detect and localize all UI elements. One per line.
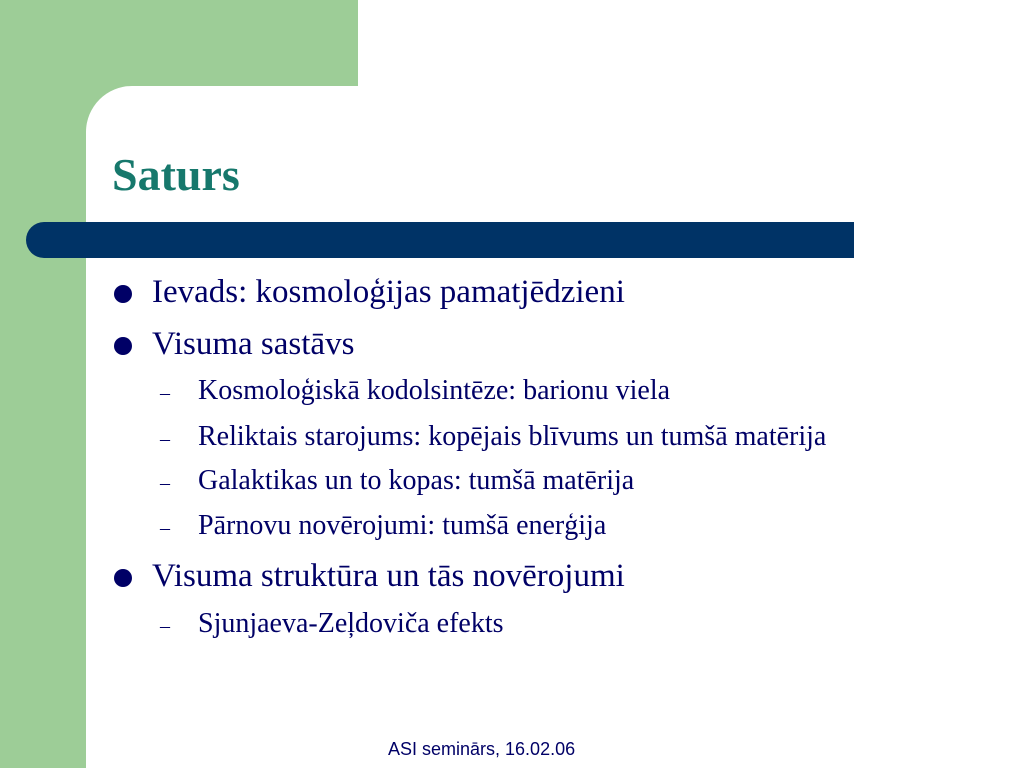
slide-title: Saturs <box>112 149 240 200</box>
dash-icon: – <box>160 517 170 539</box>
sub-bullet-text: Reliktais starojums: kopējais blīvums un tumšā matērija <box>198 421 827 452</box>
sub-bullet-text: Galaktikas un to kopas: tumšā matērija <box>198 465 635 496</box>
sub-bullet-text: Pārnovu novērojumi: tumšā enerģija <box>198 510 607 541</box>
sub-bullet-text: Kosmoloģiskā kodolsintēze: barionu viela <box>198 375 671 406</box>
bullet-dot-icon <box>114 337 132 355</box>
bullet-text: Ievads: kosmoloģijas pamatjēdzieni <box>152 274 625 310</box>
dash-icon: – <box>160 382 170 404</box>
dash-icon: – <box>160 472 170 494</box>
bullet-dot-icon <box>114 285 132 303</box>
dash-icon: – <box>160 615 170 637</box>
bullet-text: Visuma struktūra un tās novērojumi <box>152 558 625 594</box>
sub-bullet-text: Sjunjaeva-Zeļdoviča efekts <box>198 608 504 639</box>
dash-icon: – <box>160 428 170 450</box>
bullet-text: Visuma sastāvs <box>152 326 355 362</box>
bullet-dot-icon <box>114 569 132 587</box>
slide-footer: ASI seminārs, 16.02.06 <box>388 739 576 759</box>
